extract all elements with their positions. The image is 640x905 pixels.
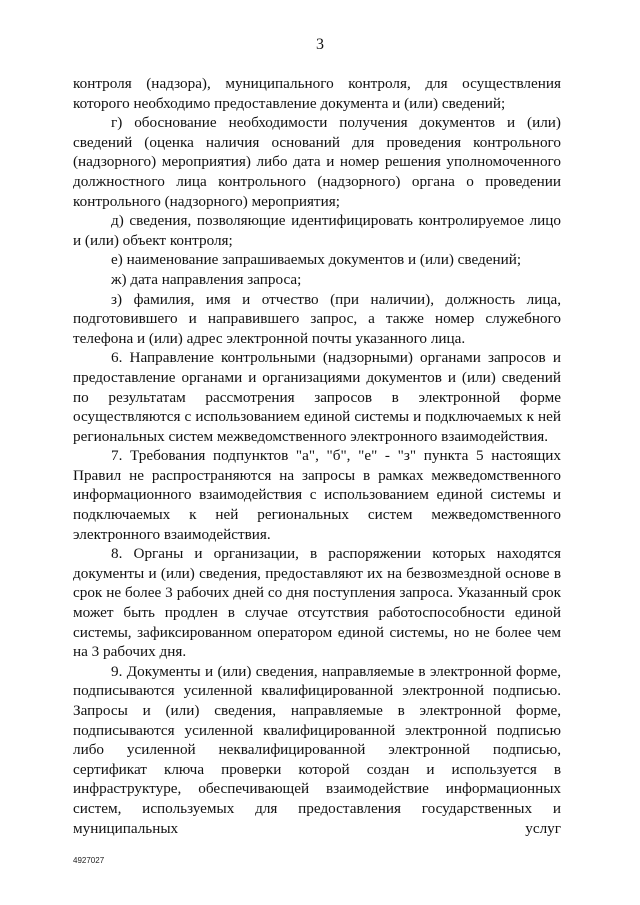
paragraph-item-d: д) сведения, позволяющие идентифицировать контролируемое лицо и (или) объект контроля; <box>73 212 561 249</box>
paragraph-clause-9: 9. Документы и (или) сведения, направляемые в электронной форме, подписываются усиленной квалифицированной электронной подписью. Запросы и (или) сведения, направляемые в электронной форме, подписываются усиленной квалифицированной электронной подписью либо усиленной неквалифицированной электронной подписью, сертификат ключа проверки которой создан и используется в инфраструктуре, обеспечивающей взаимодействие информационных систем, используемых для предоставления государственных и муниципальных услуг <box>73 662 561 837</box>
paragraph-clause-6: 6. Направление контрольными (надзорными) органами запросов и предоставление органами и организациями документов и (или) сведений по результатам рассмотрения запросов в электронной форме осуществляются с использованием единой системы и подключаемых к ней региональных систем межведомственного электронного взаимодействия. <box>73 349 561 445</box>
paragraph-continuation: контроля (надзора), муниципального контроля, для осуществления которого необходимо предоставление документа и (или) сведений; <box>73 75 561 112</box>
paragraph-item-e: е) наименование запрашиваемых документов и (или) сведений; <box>111 251 522 269</box>
document-code: 4927027 <box>73 856 105 865</box>
paragraph-clause-8: 8. Органы и организации, в распоряжении которых находятся документы и (или) сведения, предоставляют их на безвозмездной основе в срок не более 3 рабочих дней со дня поступления запроса. Указанный срок может быть продлен в случае отсутствия работоспособности единой системы, зафиксированном оператором единой системы, но не более чем на 3 рабочих дня. <box>73 545 561 661</box>
paragraph-clause-7: 7. Требования подпунктов "а", "б", "е" - "з" пункта 5 настоящих Правил не распространяются на запросы в рамках межведомственного информационного взаимодействия с использованием единой системы и подключаемых к ней региональных систем межведомственного электронного взаимодействия. <box>73 447 561 543</box>
paragraph-item-z: з) фамилия, имя и отчество (при наличии), должность лица, подготовившего и направившего запрос, а также номер служебного телефона и (или) адрес электронной почты указанного лица. <box>73 290 561 347</box>
paragraph-item-zh: ж) дата направления запроса; <box>111 270 302 288</box>
document-body <box>73 74 561 838</box>
paragraph-item-g: г) обоснование необходимости получения документов и (или) сведений (оценка наличия оснований для проведения контрольного (надзорного) мероприятия) либо дата и номер решения уполномоченного должностного лица контрольного (надзорного) органа о проведении контрольного (надзорного) мероприятия; <box>73 114 561 210</box>
page-number: 3 <box>316 36 324 53</box>
